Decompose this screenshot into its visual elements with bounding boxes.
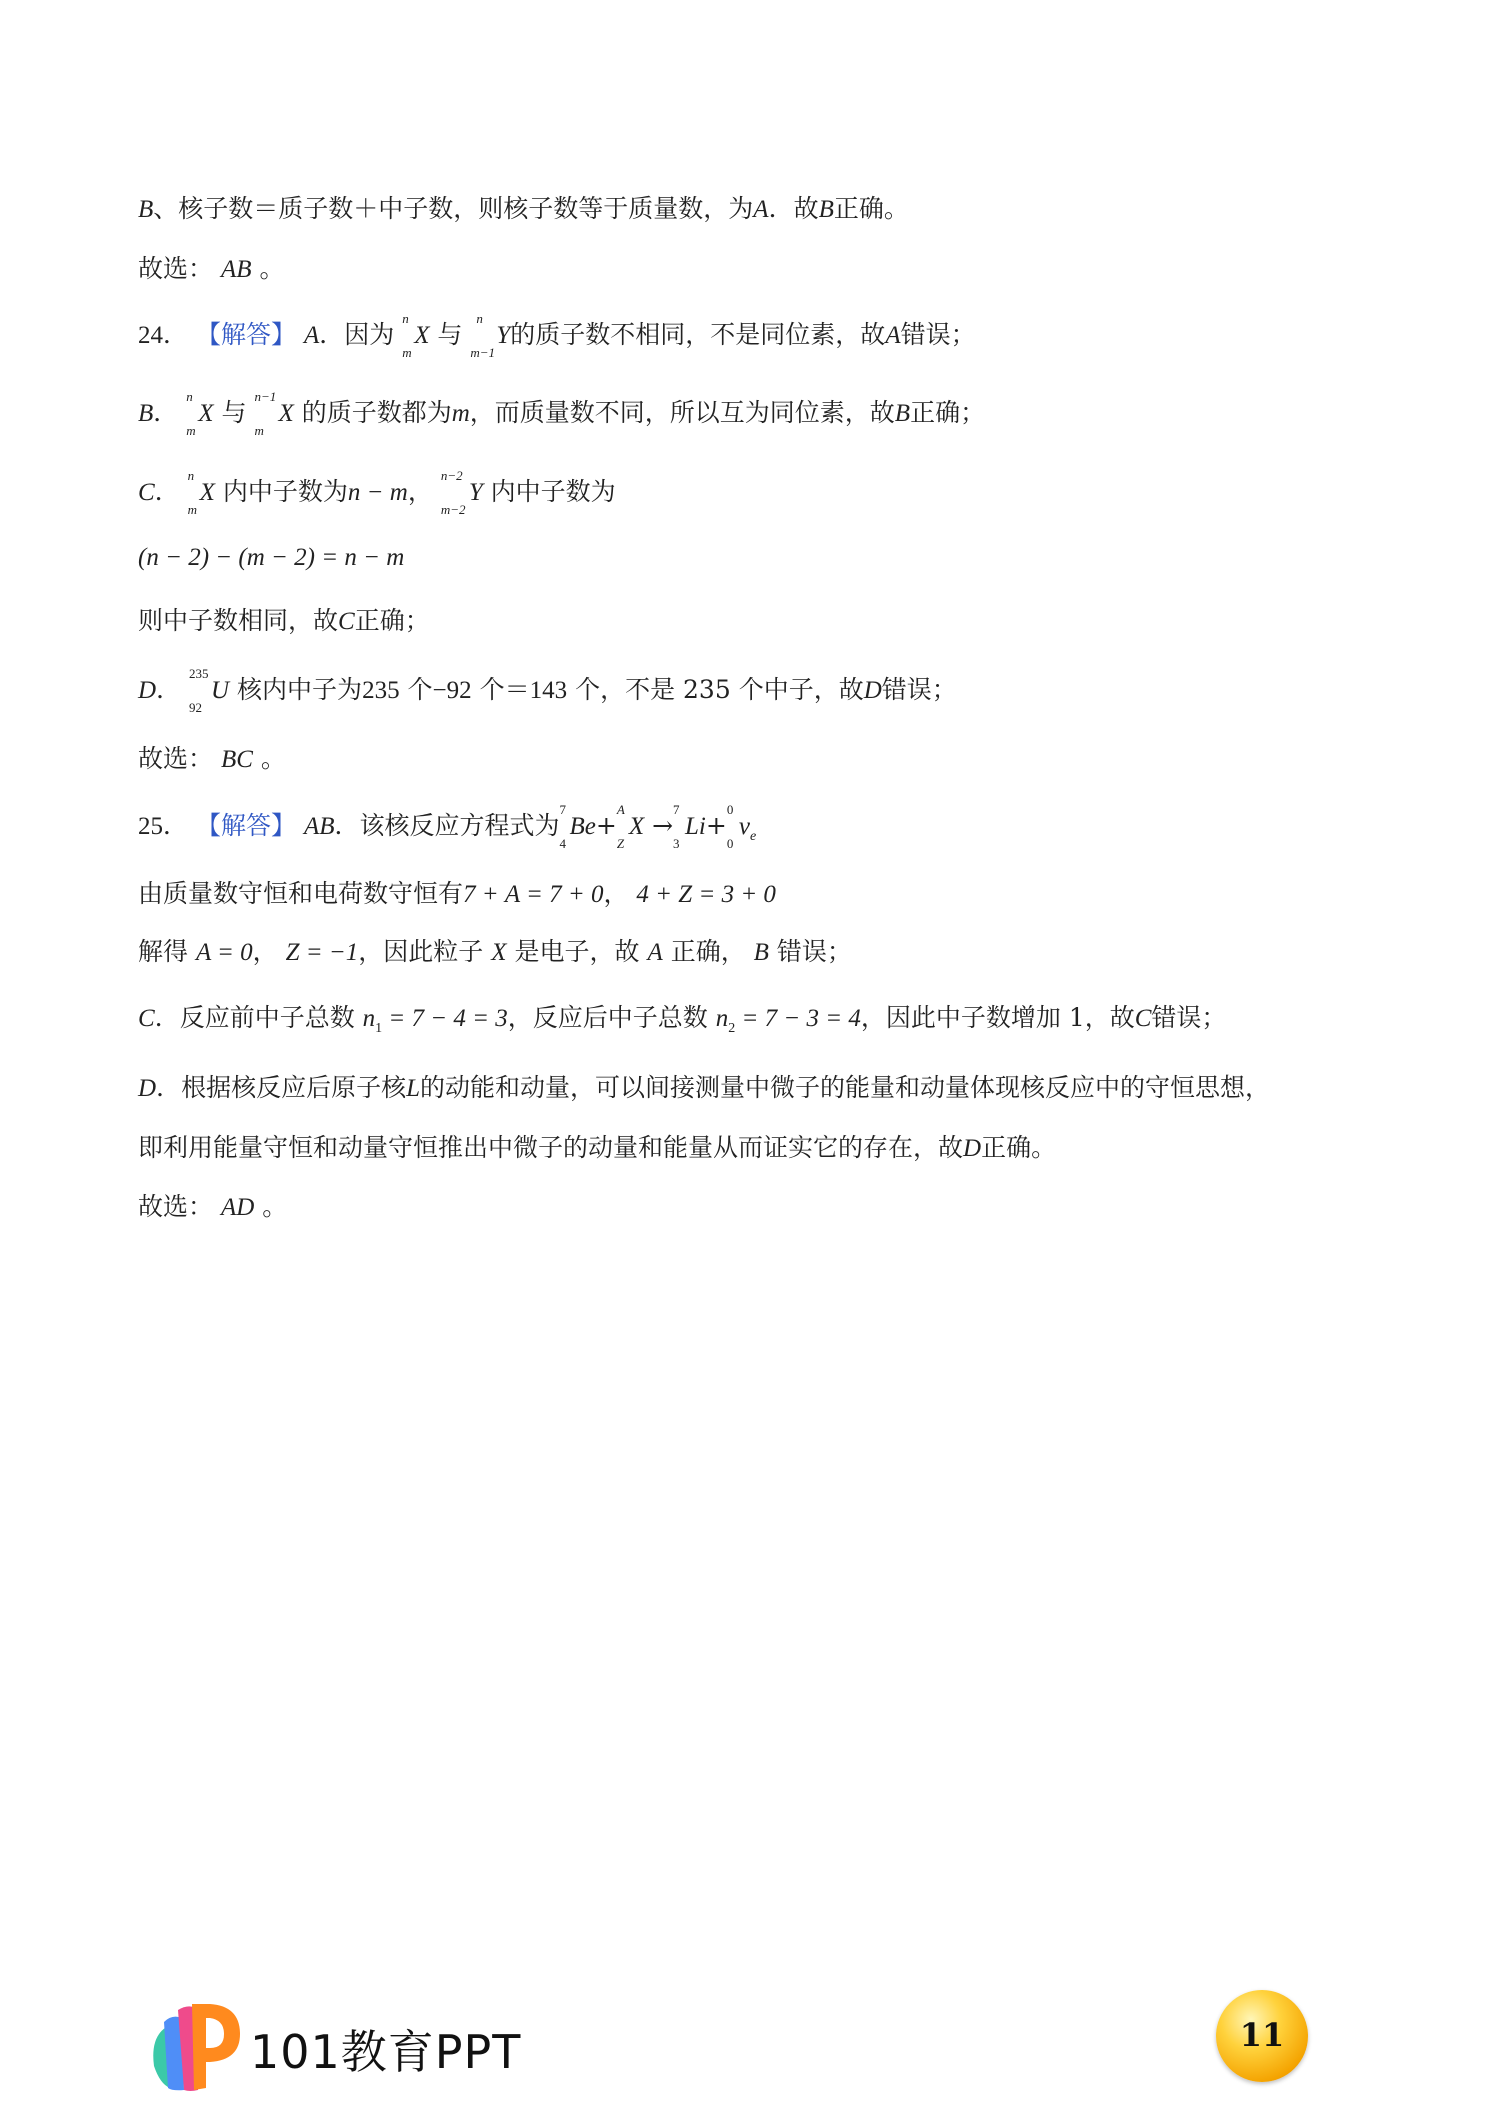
logo-p-icon	[148, 1996, 244, 2092]
isotope-y: n m−1 Y	[470, 311, 511, 360]
question-24-option-b: B． n m X 与 n−1 m X 的质子数都为m，而质量数不同，所以互为同位素，故B正确；	[138, 389, 986, 438]
isotope-li: 7 3 Li	[673, 802, 706, 851]
isotope-u: 235 92 U	[189, 666, 230, 715]
isotope-x2: n−1 m X	[254, 389, 294, 438]
reaction-arrow: →	[652, 811, 674, 840]
question-25-conservation: 由质量数守恒和电荷数守恒有7 + A = 7 + 0， 4 + Z = 3 + 0	[138, 879, 776, 908]
question-25-solution: 25． 【解答】 AB．该核反应方程式为 7 4 Be+ A Z X → 7 3 Li+ 0 0 $v_e$	[138, 802, 757, 851]
answer-choice-25: 故选： AD 。	[138, 1192, 288, 1221]
question-24-option-d: D． 235 92 U 核内中子为235 个−92 个＝143 个，不是 235 个中子，故D错误；	[138, 666, 957, 715]
isotope-y: n−2 m−2 Y	[440, 468, 483, 517]
isotope-x: n m X	[187, 468, 215, 517]
question-24-option-c-conclusion: 则中子数相同，故C正确；	[138, 606, 430, 635]
isotope-x: A Z X	[616, 802, 645, 851]
isotope-x: n m X	[402, 311, 430, 360]
question-25-option-c: C．反应前中子总数 $n_1 = 7 - 4 = 3$，反应后中子总数 $n_2 = 7 - 3 = 4$，因此中子数增加 1，故C错误；	[138, 1003, 1227, 1036]
answer-line-23b: B、核子数＝质子数＋中子数，则核子数等于质量数，为A．故B正确。	[138, 194, 909, 223]
question-24-solution: 24． 【解答】 A．因为 n m X 与 n m−1 Y的质子数不相同，不是同位素，故A错误；	[138, 311, 976, 360]
question-number: 24．	[138, 322, 189, 349]
answer-choice-23: 故选： AB 。	[138, 254, 285, 283]
question-number: 25．	[138, 813, 189, 840]
question-25-option-d: D．根据核反应后原子核L的动能和动量，可以间接测量中微子的能量和动量体现核反应中的守恒思想，	[138, 1073, 1270, 1102]
question-25-option-d-cont: 即利用能量守恒和动量守恒推出中微子的动量和能量从而证实它的存在，故D正确。	[138, 1133, 1057, 1162]
solution-tag: 【解答】	[195, 811, 296, 840]
brand-logo	[148, 1996, 528, 2092]
question-24-option-c: C． n m X 内中子数为n − m， n−2 m−2 Y 内中子数为	[138, 468, 616, 517]
page-number: 11	[1239, 2016, 1285, 2054]
neutron-equation: (n − 2) − (m − 2) = n − m	[138, 544, 405, 571]
logo-text: 101教育PPT	[250, 2025, 522, 2079]
page-number-badge	[1216, 1990, 1308, 2082]
solution-tag: 【解答】	[195, 320, 296, 349]
isotope-x1: n m X	[186, 389, 214, 438]
question-25-result: 解得 A = 0， Z = −1，因此粒子 X 是电子，故 A 正确， B 错误；	[138, 937, 852, 966]
isotope-be: 7 4 Be	[559, 802, 596, 851]
neutrino: 0 0 v	[726, 802, 750, 851]
answer-choice-24: 故选： BC 。	[138, 744, 286, 773]
